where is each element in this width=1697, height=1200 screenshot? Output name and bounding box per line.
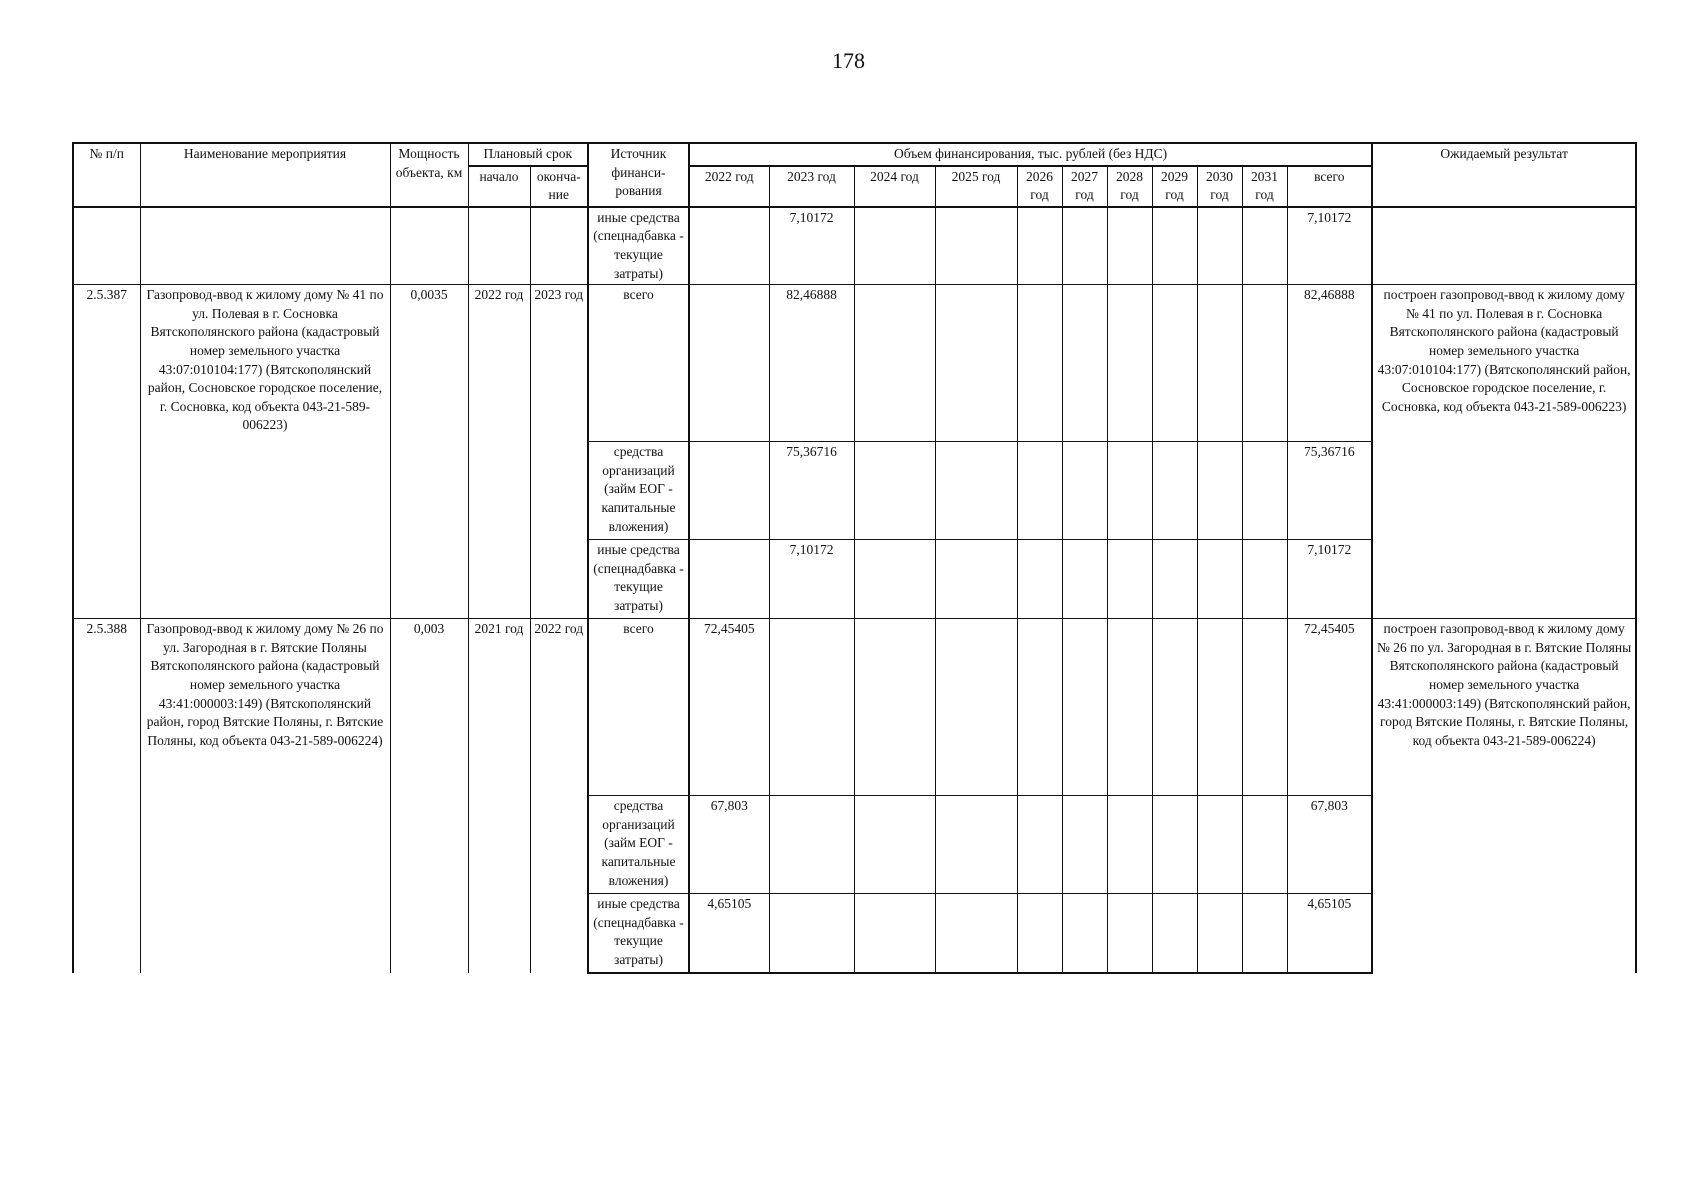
header-result: Ожидаемый результат [1372,143,1636,207]
table-row [73,207,1636,285]
header-term: Плановый срок [468,143,588,166]
header-name: Наименование мероприятия [140,143,390,207]
source-cell: всего [588,285,689,442]
header-total: всего [1287,166,1372,207]
value-total: 67,803 [1287,796,1372,894]
value-total: 7,10172 [1287,207,1372,285]
item-name: Газопровод-ввод к жилому дому № 41 по ул. Полевая в г. Сосновка Вятскополянского района (кадастровый номер земельного участка 43:07:010104:177) (Вятскополянский район, Сосновское городское поселение, г. Сосновка, код объекта 043-21-589-006223) [140,285,390,619]
value-total: 4,65105 [1287,894,1372,973]
item-end: 2022 год [530,619,588,973]
item-name: Газопровод-ввод к жилому дому № 26 по ул. Загородная в г. Вятские Поляны Вятскополянского района (кадастровый номер земельного участка 43:41:000003:149) (Вятскополянский район, город Вятские Поляны, г. Вятские Поляны, код объекта 043-21-589-006224) [140,619,390,973]
value-2022: 4,65105 [689,894,769,973]
header-term-start: начало [468,166,530,207]
value-2023: 7,10172 [769,207,854,285]
value-2023 [769,796,854,894]
header-term-end: оконча-ние [530,166,588,207]
source-cell: иные средства (спецнадбавка - текущие затраты) [588,894,689,973]
value-2023 [769,619,854,796]
value-2022: 72,45405 [689,619,769,796]
value-2022 [689,285,769,442]
header-year-2031: 2031 год [1242,166,1287,207]
financing-table [72,142,1637,974]
page-number: 178 [832,48,865,73]
value-total: 75,36716 [1287,442,1372,540]
table-row [73,285,1636,442]
header-num: № п/п [73,143,140,207]
value-total: 82,46888 [1287,285,1372,442]
header-year-2024: 2024 год [854,166,935,207]
source-cell: средства организаций (займ ЕОГ - капитальные вложения) [588,796,689,894]
header-row-1 [73,143,1636,166]
value-2023: 7,10172 [769,540,854,619]
value-total: 72,45405 [1287,619,1372,796]
header-year-2023: 2023 год [769,166,854,207]
value-2022: 67,803 [689,796,769,894]
item-end: 2023 год [530,285,588,619]
header-year-2028: 2028 год [1107,166,1152,207]
value-2023: 75,36716 [769,442,854,540]
header-year-2030: 2030 год [1197,166,1242,207]
item-power: 0,0035 [390,285,468,619]
item-result: построен газопровод-ввод к жилому дому № 41 по ул. Полевая в г. Сосновка Вятскополянского района (кадастровый номер земельного участка 43:07:010104:177) (Вятскополянский район, Сосновское городское поселение, г. Сосновка, код объекта 043-21-589-006223) [1372,285,1636,619]
header-year-2026: 2026 год [1017,166,1062,207]
value-2022 [689,442,769,540]
table-row [73,619,1636,796]
source-cell: иные средства (спецнадбавка - текущие затраты) [588,207,689,285]
item-start: 2021 год [468,619,530,973]
item-result: построен газопровод-ввод к жилому дому № 26 по ул. Загородная в г. Вятские Поляны Вятскополянского района (кадастровый номер земельного участка 43:41:000003:149) (Вятскополянский район, город Вятские Поляны, г. Вятские Поляны, код объекта 043-21-589-006224) [1372,619,1636,973]
header-power: Мощность объекта, км [390,143,468,207]
item-power: 0,003 [390,619,468,973]
header-year-2029: 2029 год [1152,166,1197,207]
header-year-2027: 2027 год [1062,166,1107,207]
item-num: 2.5.387 [73,285,140,619]
source-cell: всего [588,619,689,796]
header-year-2025: 2025 год [935,166,1017,207]
item-num: 2.5.388 [73,619,140,973]
header-source: Источник финанси-рования [588,143,689,207]
item-start: 2022 год [468,285,530,619]
value-total: 7,10172 [1287,540,1372,619]
value-2023 [769,894,854,973]
source-cell: иные средства (спецнадбавка - текущие затраты) [588,540,689,619]
source-cell: средства организаций (займ ЕОГ - капитальные вложения) [588,442,689,540]
value-2023: 82,46888 [769,285,854,442]
header-year-2022: 2022 год [689,166,769,207]
header-financing: Объем финансирования, тыс. рублей (без НДС) [689,143,1372,166]
value-2022 [689,540,769,619]
